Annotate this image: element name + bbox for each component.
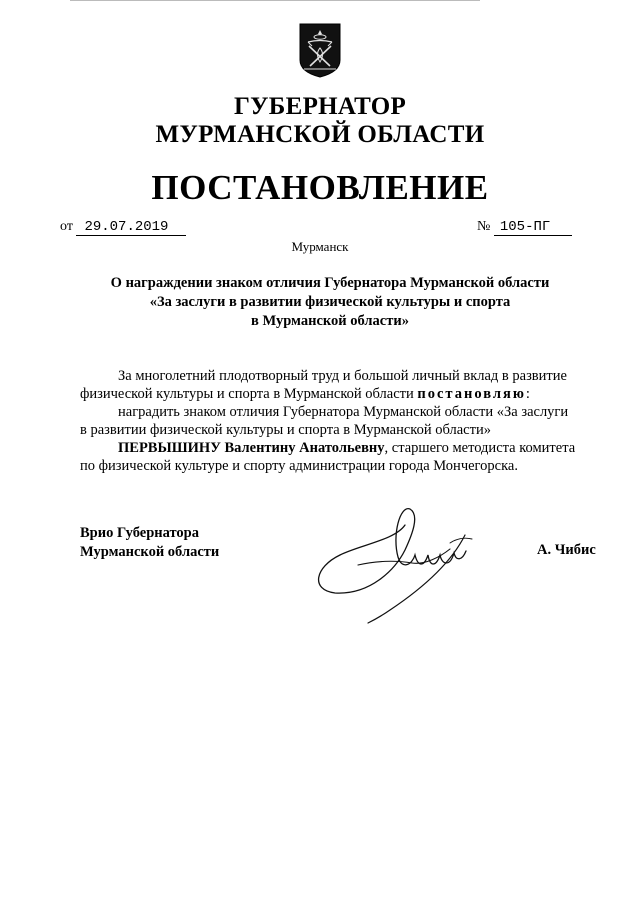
date-value: 29.07.2019	[76, 219, 186, 236]
handwritten-signature-icon	[300, 495, 500, 630]
body-p3-line1-rest: , старшего методиста комитета	[384, 440, 576, 456]
body-p3-line2: по физической культуре и спорту администрации города Мончегорска.	[80, 458, 518, 474]
number-field	[477, 218, 572, 236]
signatory-position-line2: Мурманской области	[80, 544, 220, 560]
document-type-title: ПОСТАНОВЛЕНИЕ	[151, 168, 489, 207]
authority-title-line1: ГУБЕРНАТОР	[233, 93, 407, 120]
body-p2-line1: наградить знаком отличия Губернатора Мурманской области «За заслуги	[118, 404, 569, 420]
date-field	[60, 218, 186, 236]
body-p1-line2-start: физической культуры и спорта в Мурманской области	[80, 386, 418, 402]
body-p2-line2: в развитии физической культуры и спорта в Мурманской области»	[80, 422, 491, 438]
subject-line3: в Мурманской области»	[251, 313, 409, 329]
subject-line1: О награждении знаком отличия Губернатора Мурманской области	[110, 275, 550, 291]
date-prefix: от	[60, 219, 73, 234]
body-p1-line2-end: :	[525, 386, 530, 402]
body-p3-line1	[118, 439, 575, 457]
document-subject	[80, 274, 580, 331]
city-label: Мурманск	[291, 239, 349, 254]
awardee-name: ПЕРВЫШИНУ Валентину Анатольевну	[118, 440, 385, 456]
signatory-position	[80, 524, 219, 562]
number-value: 105-ПГ	[494, 219, 572, 236]
body-keyword: постановляю	[417, 386, 526, 402]
signatory-position-line1: Врио Губернатора	[80, 525, 199, 541]
subject-line2: «За заслуги в развитии физической культуры и спорта	[149, 294, 511, 310]
top-scan-line	[70, 0, 480, 1]
murmansk-coat-of-arms-icon	[298, 22, 342, 78]
body-p1-line2	[80, 385, 530, 403]
body-p1-line1: За многолетний плодотворный труд и большой личный вклад в развитие	[118, 368, 567, 384]
signatory-name: А. Чибис	[537, 542, 596, 558]
authority-title-line2: МУРМАНСКОЙ ОБЛАСТИ	[155, 121, 485, 148]
number-prefix: №	[477, 219, 491, 234]
